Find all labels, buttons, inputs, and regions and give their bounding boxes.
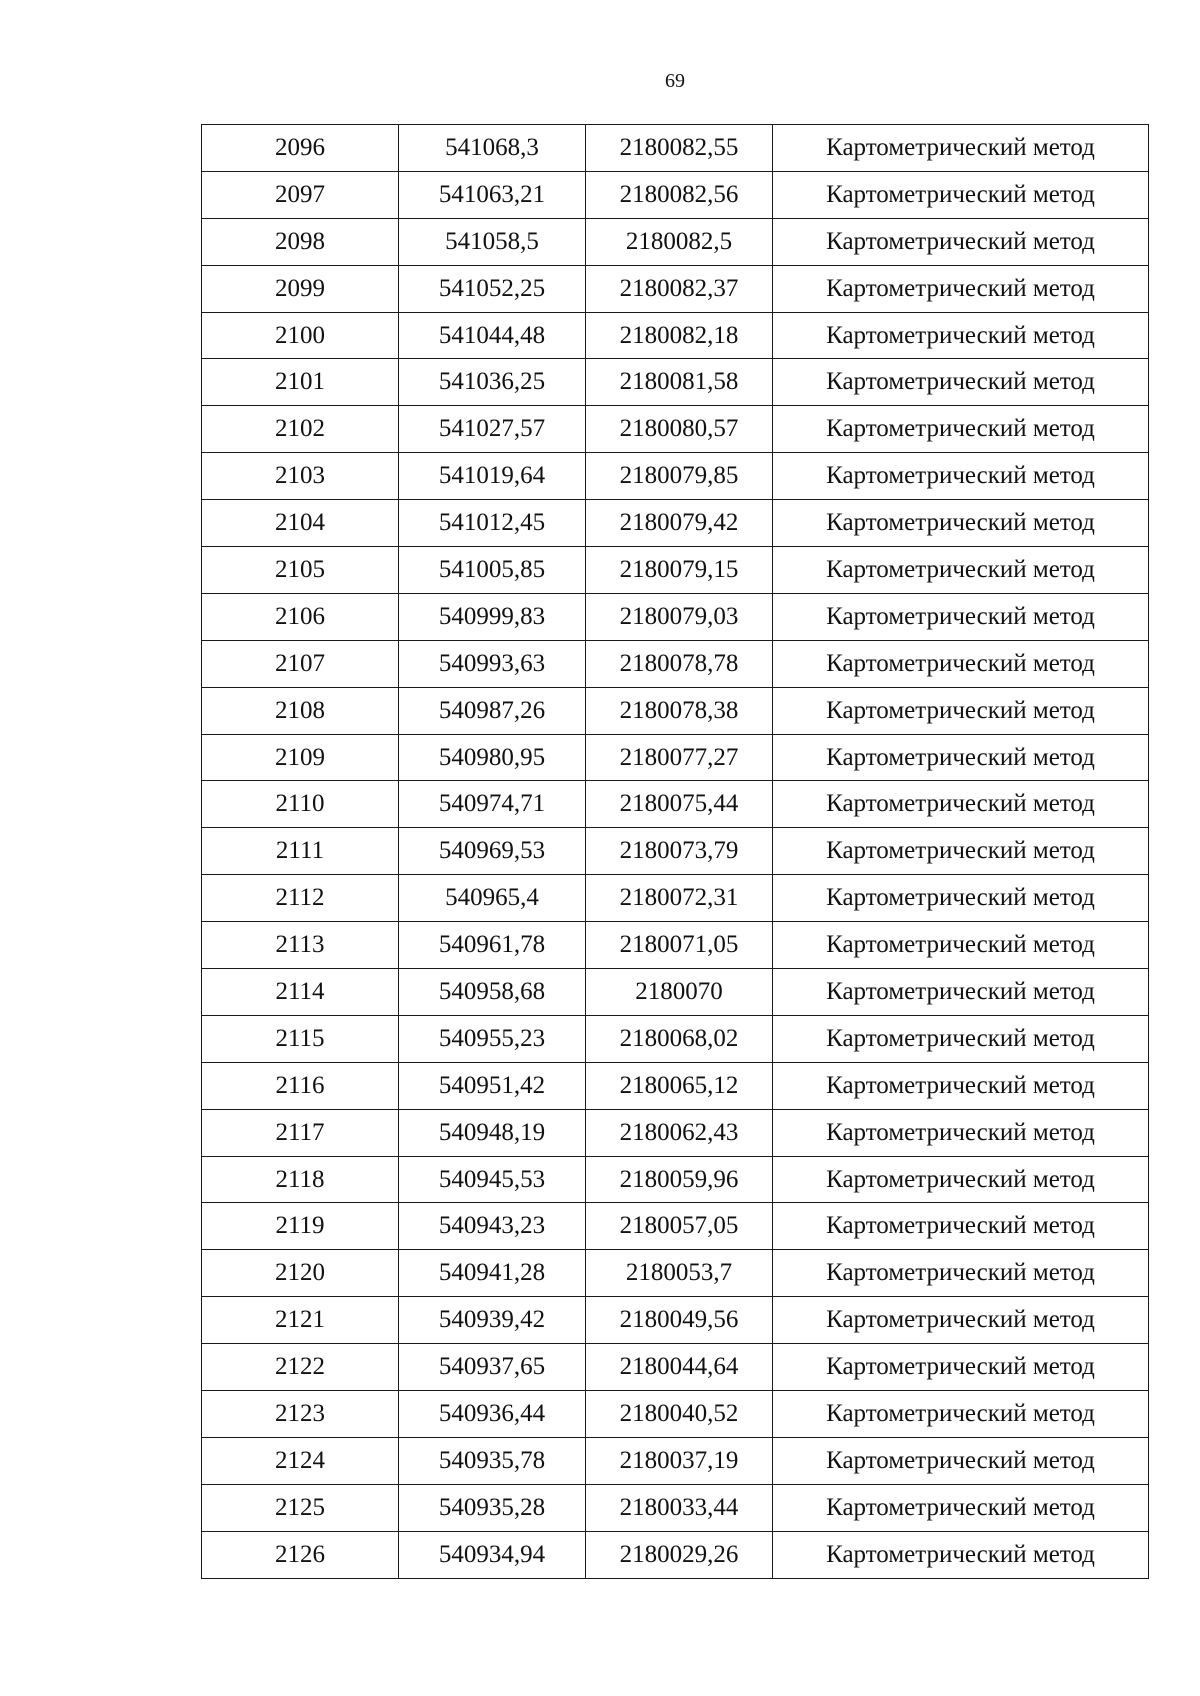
method-cell: Картометрический метод [773,1344,1149,1391]
y-coordinate-cell: 2180075,44 [586,781,773,828]
point-number-cell: 2126 [202,1531,399,1578]
method-cell: Картометрический метод [773,171,1149,218]
point-number-cell: 2121 [202,1297,399,1344]
table-row [202,406,1149,453]
y-coordinate-cell: 2180079,42 [586,500,773,547]
table-row [202,734,1149,781]
point-number-cell: 2123 [202,1391,399,1438]
point-number-cell: 2113 [202,922,399,969]
table-row [202,218,1149,265]
x-coordinate-cell: 540999,83 [399,593,586,640]
point-number-cell: 2107 [202,640,399,687]
x-coordinate-cell: 540937,65 [399,1344,586,1391]
method-cell: Картометрический метод [773,312,1149,359]
y-coordinate-cell: 2180082,5 [586,218,773,265]
table-row [202,171,1149,218]
point-number-cell: 2118 [202,1156,399,1203]
table-row [202,875,1149,922]
y-coordinate-cell: 2180062,43 [586,1109,773,1156]
point-number-cell: 2108 [202,687,399,734]
x-coordinate-cell: 541044,48 [399,312,586,359]
method-cell: Картометрический метод [773,359,1149,406]
x-coordinate-cell: 540961,78 [399,922,586,969]
table-row [202,687,1149,734]
point-number-cell: 2120 [202,1250,399,1297]
table-row [202,640,1149,687]
y-coordinate-cell: 2180073,79 [586,828,773,875]
method-cell: Картометрический метод [773,640,1149,687]
x-coordinate-cell: 541058,5 [399,218,586,265]
point-number-cell: 2098 [202,218,399,265]
x-coordinate-cell: 541063,21 [399,171,586,218]
point-number-cell: 2099 [202,265,399,312]
x-coordinate-cell: 541036,25 [399,359,586,406]
table-row [202,265,1149,312]
point-number-cell: 2122 [202,1344,399,1391]
table-row [202,922,1149,969]
method-cell: Картометрический метод [773,1015,1149,1062]
x-coordinate-cell: 541019,64 [399,453,586,500]
point-number-cell: 2101 [202,359,399,406]
y-coordinate-cell: 2180082,18 [586,312,773,359]
method-cell: Картометрический метод [773,1531,1149,1578]
point-number-cell: 2112 [202,875,399,922]
method-cell: Картометрический метод [773,1297,1149,1344]
table-row [202,1156,1149,1203]
y-coordinate-cell: 2180079,15 [586,547,773,594]
table-row [202,1344,1149,1391]
y-coordinate-cell: 2180044,64 [586,1344,773,1391]
method-cell: Картометрический метод [773,734,1149,781]
y-coordinate-cell: 2180078,38 [586,687,773,734]
y-coordinate-cell: 2180068,02 [586,1015,773,1062]
point-number-cell: 2117 [202,1109,399,1156]
coordinates-table [201,124,1149,1579]
table-row [202,1531,1149,1578]
x-coordinate-cell: 540935,28 [399,1484,586,1531]
method-cell: Картометрический метод [773,969,1149,1016]
table-row [202,547,1149,594]
table-row [202,593,1149,640]
y-coordinate-cell: 2180082,56 [586,171,773,218]
x-coordinate-cell: 540974,71 [399,781,586,828]
y-coordinate-cell: 2180078,78 [586,640,773,687]
point-number-cell: 2111 [202,828,399,875]
table-row [202,969,1149,1016]
page-number: 69 [665,70,685,92]
x-coordinate-cell: 540945,53 [399,1156,586,1203]
method-cell: Картометрический метод [773,265,1149,312]
y-coordinate-cell: 2180040,52 [586,1391,773,1438]
point-number-cell: 2125 [202,1484,399,1531]
point-number-cell: 2106 [202,593,399,640]
method-cell: Картометрический метод [773,593,1149,640]
y-coordinate-cell: 2180080,57 [586,406,773,453]
method-cell: Картометрический метод [773,1250,1149,1297]
table-row [202,359,1149,406]
method-cell: Картометрический метод [773,406,1149,453]
x-coordinate-cell: 541005,85 [399,547,586,594]
y-coordinate-cell: 2180065,12 [586,1062,773,1109]
y-coordinate-cell: 2180029,26 [586,1531,773,1578]
table-row [202,312,1149,359]
table-row [202,1484,1149,1531]
x-coordinate-cell: 540934,94 [399,1531,586,1578]
point-number-cell: 2097 [202,171,399,218]
method-cell: Картометрический метод [773,500,1149,547]
x-coordinate-cell: 541052,25 [399,265,586,312]
table-row [202,1391,1149,1438]
method-cell: Картометрический метод [773,547,1149,594]
x-coordinate-cell: 540987,26 [399,687,586,734]
table-row [202,500,1149,547]
x-coordinate-cell: 541068,3 [399,125,586,172]
table-row [202,1062,1149,1109]
x-coordinate-cell: 540951,42 [399,1062,586,1109]
y-coordinate-cell: 2180072,31 [586,875,773,922]
x-coordinate-cell: 540958,68 [399,969,586,1016]
y-coordinate-cell: 2180057,05 [586,1203,773,1250]
x-coordinate-cell: 540935,78 [399,1437,586,1484]
x-coordinate-cell: 540993,63 [399,640,586,687]
table-row [202,1109,1149,1156]
y-coordinate-cell: 2180071,05 [586,922,773,969]
method-cell: Картометрический метод [773,922,1149,969]
method-cell: Картометрический метод [773,218,1149,265]
y-coordinate-cell: 2180077,27 [586,734,773,781]
y-coordinate-cell: 2180081,58 [586,359,773,406]
method-cell: Картометрический метод [773,1156,1149,1203]
x-coordinate-cell: 540980,95 [399,734,586,781]
point-number-cell: 2119 [202,1203,399,1250]
table-row [202,1437,1149,1484]
y-coordinate-cell: 2180049,56 [586,1297,773,1344]
table-row [202,1250,1149,1297]
method-cell: Картометрический метод [773,1437,1149,1484]
table-row [202,453,1149,500]
point-number-cell: 2096 [202,125,399,172]
point-number-cell: 2109 [202,734,399,781]
method-cell: Картометрический метод [773,1109,1149,1156]
point-number-cell: 2116 [202,1062,399,1109]
method-cell: Картометрический метод [773,453,1149,500]
x-coordinate-cell: 540969,53 [399,828,586,875]
x-coordinate-cell: 541012,45 [399,500,586,547]
y-coordinate-cell: 2180070 [586,969,773,1016]
point-number-cell: 2102 [202,406,399,453]
point-number-cell: 2124 [202,1437,399,1484]
coordinates-table-body [202,125,1149,1579]
point-number-cell: 2115 [202,1015,399,1062]
x-coordinate-cell: 540939,42 [399,1297,586,1344]
method-cell: Картометрический метод [773,1062,1149,1109]
x-coordinate-cell: 540941,28 [399,1250,586,1297]
method-cell: Картометрический метод [773,1484,1149,1531]
x-coordinate-cell: 541027,57 [399,406,586,453]
x-coordinate-cell: 540936,44 [399,1391,586,1438]
point-number-cell: 2114 [202,969,399,1016]
table-row [202,1015,1149,1062]
x-coordinate-cell: 540948,19 [399,1109,586,1156]
method-cell: Картометрический метод [773,781,1149,828]
y-coordinate-cell: 2180037,19 [586,1437,773,1484]
method-cell: Картометрический метод [773,828,1149,875]
point-number-cell: 2100 [202,312,399,359]
point-number-cell: 2105 [202,547,399,594]
x-coordinate-cell: 540965,4 [399,875,586,922]
table-row [202,781,1149,828]
table-row [202,1203,1149,1250]
method-cell: Картометрический метод [773,125,1149,172]
method-cell: Картометрический метод [773,687,1149,734]
point-number-cell: 2103 [202,453,399,500]
x-coordinate-cell: 540943,23 [399,1203,586,1250]
y-coordinate-cell: 2180079,03 [586,593,773,640]
point-number-cell: 2110 [202,781,399,828]
y-coordinate-cell: 2180033,44 [586,1484,773,1531]
y-coordinate-cell: 2180059,96 [586,1156,773,1203]
x-coordinate-cell: 540955,23 [399,1015,586,1062]
y-coordinate-cell: 2180053,7 [586,1250,773,1297]
y-coordinate-cell: 2180079,85 [586,453,773,500]
table-row [202,828,1149,875]
table-row [202,125,1149,172]
y-coordinate-cell: 2180082,55 [586,125,773,172]
point-number-cell: 2104 [202,500,399,547]
method-cell: Картометрический метод [773,875,1149,922]
y-coordinate-cell: 2180082,37 [586,265,773,312]
method-cell: Картометрический метод [773,1203,1149,1250]
method-cell: Картометрический метод [773,1391,1149,1438]
table-row [202,1297,1149,1344]
